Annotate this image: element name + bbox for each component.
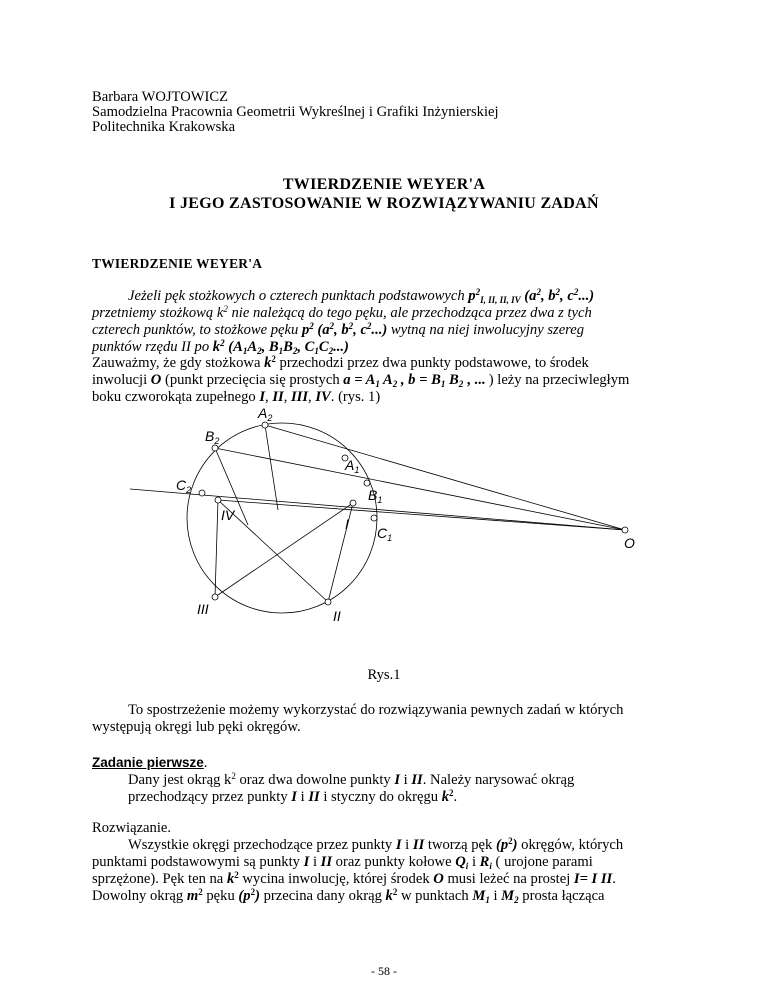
note-line-1: Zauważmy, że gdy stożkowa $k^2$ przechodzi przez dwa punkty podstawowe, to środek <box>92 354 589 371</box>
segment-A2-diag <box>265 425 278 510</box>
edge-I-III <box>215 503 353 597</box>
solution-block <box>92 820 623 905</box>
point-C2 <box>199 490 205 496</box>
point-II <box>325 599 331 605</box>
point-IV <box>215 497 221 503</box>
theorem-line-2: przetniemy stożkową $k^2$ nie należącą do tego pęku, ale przechodząca przez dwa z tych <box>92 304 592 321</box>
theorem-line-4: punktów rzędu II po $k^2$ ($A_1A_2$, $B_1B_2$, $C_1C_2$...) <box>92 338 349 356</box>
page-number: - 58 - <box>371 964 397 978</box>
line-b-B1B2 <box>215 448 625 530</box>
page-title-line1: TWIERDZENIE WEYER'A <box>282 176 486 193</box>
task-heading: Zadanie pierwsze. <box>92 755 208 771</box>
author: Barbara WOJTOWICZ <box>92 89 229 105</box>
observation-paragraph <box>92 702 623 736</box>
solution-heading: Rozwiązanie. <box>92 820 172 836</box>
point-C1 <box>371 515 377 521</box>
label-B2: $B_2$ <box>205 428 220 446</box>
department: Samodzielna Pracownia Geometrii Wykreślnej i Grafiki Inżynierskiej <box>92 104 499 120</box>
label-A2: $A_2$ <box>258 405 273 423</box>
observation-line-1: To spostrzeżenie możemy wykorzystać do rozwiązywania pewnych zadań w których <box>128 702 624 718</box>
solution-line-2: punktami podstawowymi są punkty I i II oraz punkty kołowe $Q_i$ i $R_i$ ( urojone parami <box>92 854 593 871</box>
label-O: O <box>624 535 635 551</box>
label-C2: $C_2$ <box>176 477 192 495</box>
note-line-3: boku czworokąta zupełnego I, II, III, IV. (rys. 1) <box>92 389 381 405</box>
point-III <box>212 594 218 600</box>
line-a-A1A2 <box>265 425 625 530</box>
theorem-line-3: czterech punktów, to stożkowe pęku $p^2$ ($a^2$, $b^2$, $c^2$...) wytną na niej inwolucyjny szereg <box>92 321 585 338</box>
label-A1: $A_1$ <box>345 457 360 475</box>
note-line-2: inwolucji O (punkt przecięcia się prostych $a = A_1$ $A_2$ , $b = B_1$ $B_2$ , ... ) leży na przeciwległym <box>92 372 630 389</box>
label-C1: $C_1$ <box>377 525 393 543</box>
task-block <box>92 754 574 806</box>
task-line-1: Dany jest okrąg $k^2$ oraz dwa dowolne punkty I i II. Należy narysować okrąg <box>128 771 575 788</box>
label-II: II <box>333 608 341 624</box>
point-B1 <box>364 480 370 486</box>
task-line-2: przechodzący przez punkty I i II i styczny do okręgu $k^2$. <box>128 788 458 805</box>
edge-IV-II <box>218 500 328 602</box>
university: Politechnika Krakowska <box>92 119 236 135</box>
figure-caption: Rys.1 <box>367 667 401 683</box>
page-title-line2: I JEGO ZASTOSOWANIE W ROZWIĄZYWANIU ZADAŃ <box>169 195 599 212</box>
section-heading: TWIERDZENIE WEYER'A <box>92 256 263 271</box>
label-B1: $B_1$ <box>368 487 383 505</box>
solution-line-1: Wszystkie okręgi przechodzące przez punkty I i II tworzą pęk $(p^2)$ okręgów, których <box>128 836 624 853</box>
line-IV-O <box>218 500 625 530</box>
observation-line-2: występują okręgi lub pęki okręgów. <box>92 719 301 735</box>
label-I: I <box>345 516 349 532</box>
label-IV: IV <box>221 507 235 523</box>
theorem-line-1: Jeżeli pęk stożkowych o czterech punktach podstawowych $p^2_{I, II, II, IV}$ ($a^2$, $b^2$, $c^2$...) <box>128 287 595 305</box>
edge-IV-III <box>215 500 218 597</box>
solution-line-3: sprzężone). Pęk ten na $k^2$ wycina inwolucję, której środek O musi leżeć na prostej I= I II. <box>92 870 616 887</box>
point-I <box>350 500 356 506</box>
solution-line-4: Dowolny okrąg $m^2$ pęku $(p^2)$ przecina dany okrąg $k^2$ w punktach $M_1$ i $M_2$ prosta łącząca <box>92 887 605 905</box>
label-III: III <box>197 601 209 617</box>
point-O <box>622 527 628 533</box>
